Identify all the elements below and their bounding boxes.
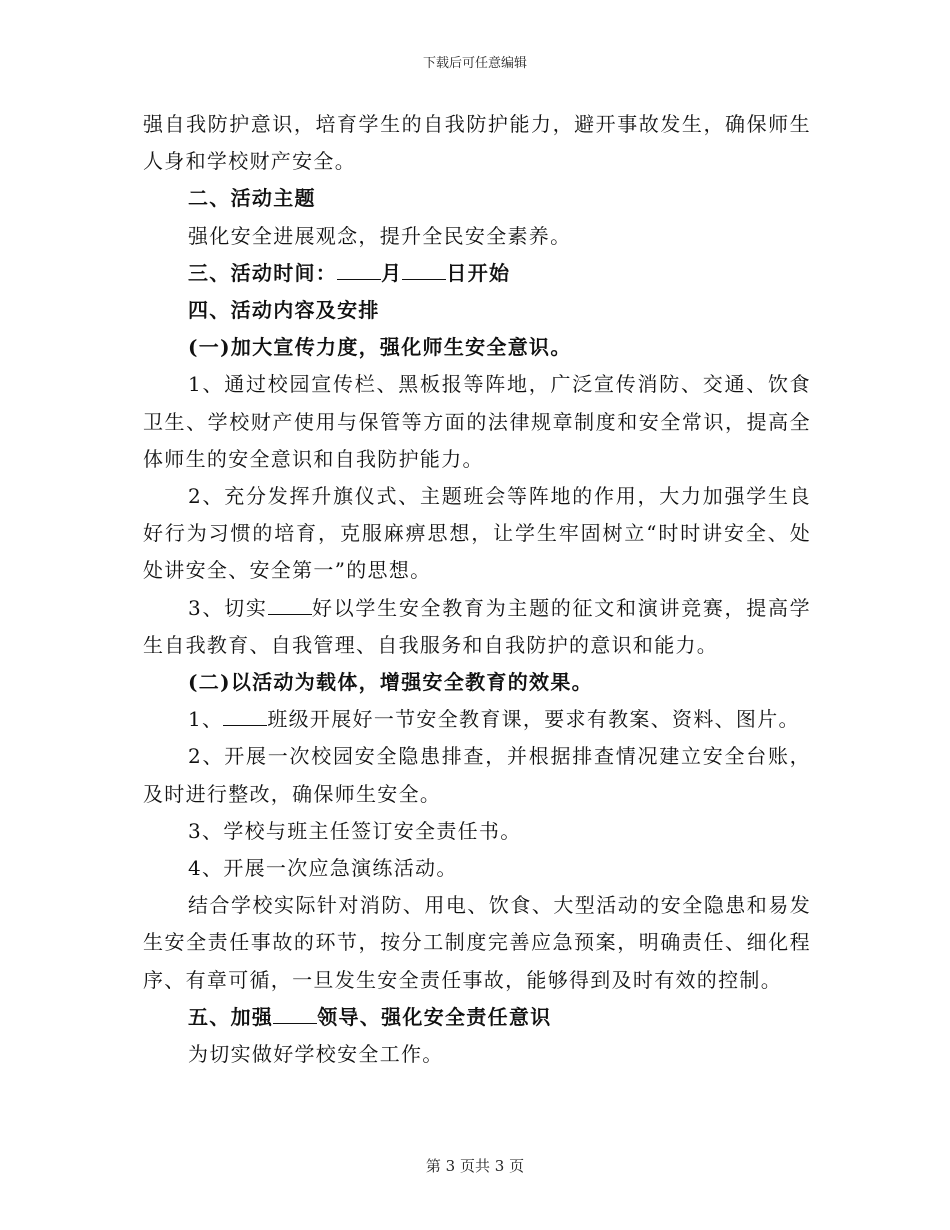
subsection-heading-1: (一)加大宣传力度，强化师生安全意识。 [188,335,572,360]
leadership-before: 五、加强 [188,1004,274,1029]
paragraph-final: 为切实做好学校安全工作。 [188,1042,444,1067]
list-item-2-1 [143,701,811,738]
leadership-after: 领导、强化安全责任意识 [317,1004,552,1029]
time-label: 三、活动时间： [188,260,338,285]
list-item-1-3 [143,590,811,664]
list-item-2-1-after: 班级开展好一节安全教育课，要求有教案、资料、图片。 [267,707,800,732]
list-item-1-3-after: 好以学生安全教育为主题的征文和演讲竞赛，提高学生自我教育、自我管理、自我服务和自我防护的意识和能力。 [143,595,811,657]
section-heading-time [143,255,811,292]
list-item-1-3-before: 3、切实 [188,595,268,620]
section-heading-content: 四、活动内容及安排 [188,298,380,323]
list-item-2-3: 3、学校与班主任签订安全责任书。 [188,818,522,843]
paragraph-continuation: 强自我防护意识，培育学生的自我防护能力，避开事故发生，确保师生人身和学校财产安全。 [143,112,811,174]
list-item-1-2: 2、充分发挥升旗仪式、主题班会等阵地的作用，大力加强学生良好行为习惯的培育，克服麻痹思想，让学生牢固树立“时时讲安全、处处讲安全、安全第一”的思想。 [143,484,811,583]
list-item-2-1-before: 1、 [188,707,224,732]
subsection-heading-2: (二)以活动为载体，增强安全教育的效果。 [188,670,593,695]
blank-field [223,707,267,726]
list-item-2-2: 2、开展一次校园安全隐患排查，并根据排查情况建立安全台账，及时进行整改，确保师生安全。 [143,744,811,806]
blank-field [273,1005,317,1024]
blank-month [337,261,381,280]
blank-day [402,261,446,280]
paragraph-theme: 强化安全进展观念，提升全民安全素养。 [188,223,572,248]
paragraph-emergency: 结合学校实际针对消防、用电、饮食、大型活动的安全隐患和易发生安全责任事故的环节，按分工制度完善应急预案，明确责任、细化程序、有章可循，一旦发生安全责任事故，能够得到及时有效的控制。 [143,893,811,992]
list-item-1-1: 1、通过校园宣传栏、黑板报等阵地，广泛宣传消防、交通、饮食卫生、学校财产使用与保管等方面的法律规章制度和安全常识，提高全体师生的安全意识和自我防护能力。 [143,372,811,471]
section-heading-theme: 二、活动主题 [188,186,316,211]
list-item-2-4: 4、开展一次应急演练活动。 [188,856,458,881]
page-header: 下载后可任意编辑 [422,56,527,71]
page-footer: 第 3 页共 3 页 [425,1157,525,1175]
month-label: 月 [381,260,403,285]
day-label: 日开始 [446,260,511,285]
section-heading-leadership [143,999,811,1036]
document-body [143,106,811,1073]
blank-field [268,596,312,615]
